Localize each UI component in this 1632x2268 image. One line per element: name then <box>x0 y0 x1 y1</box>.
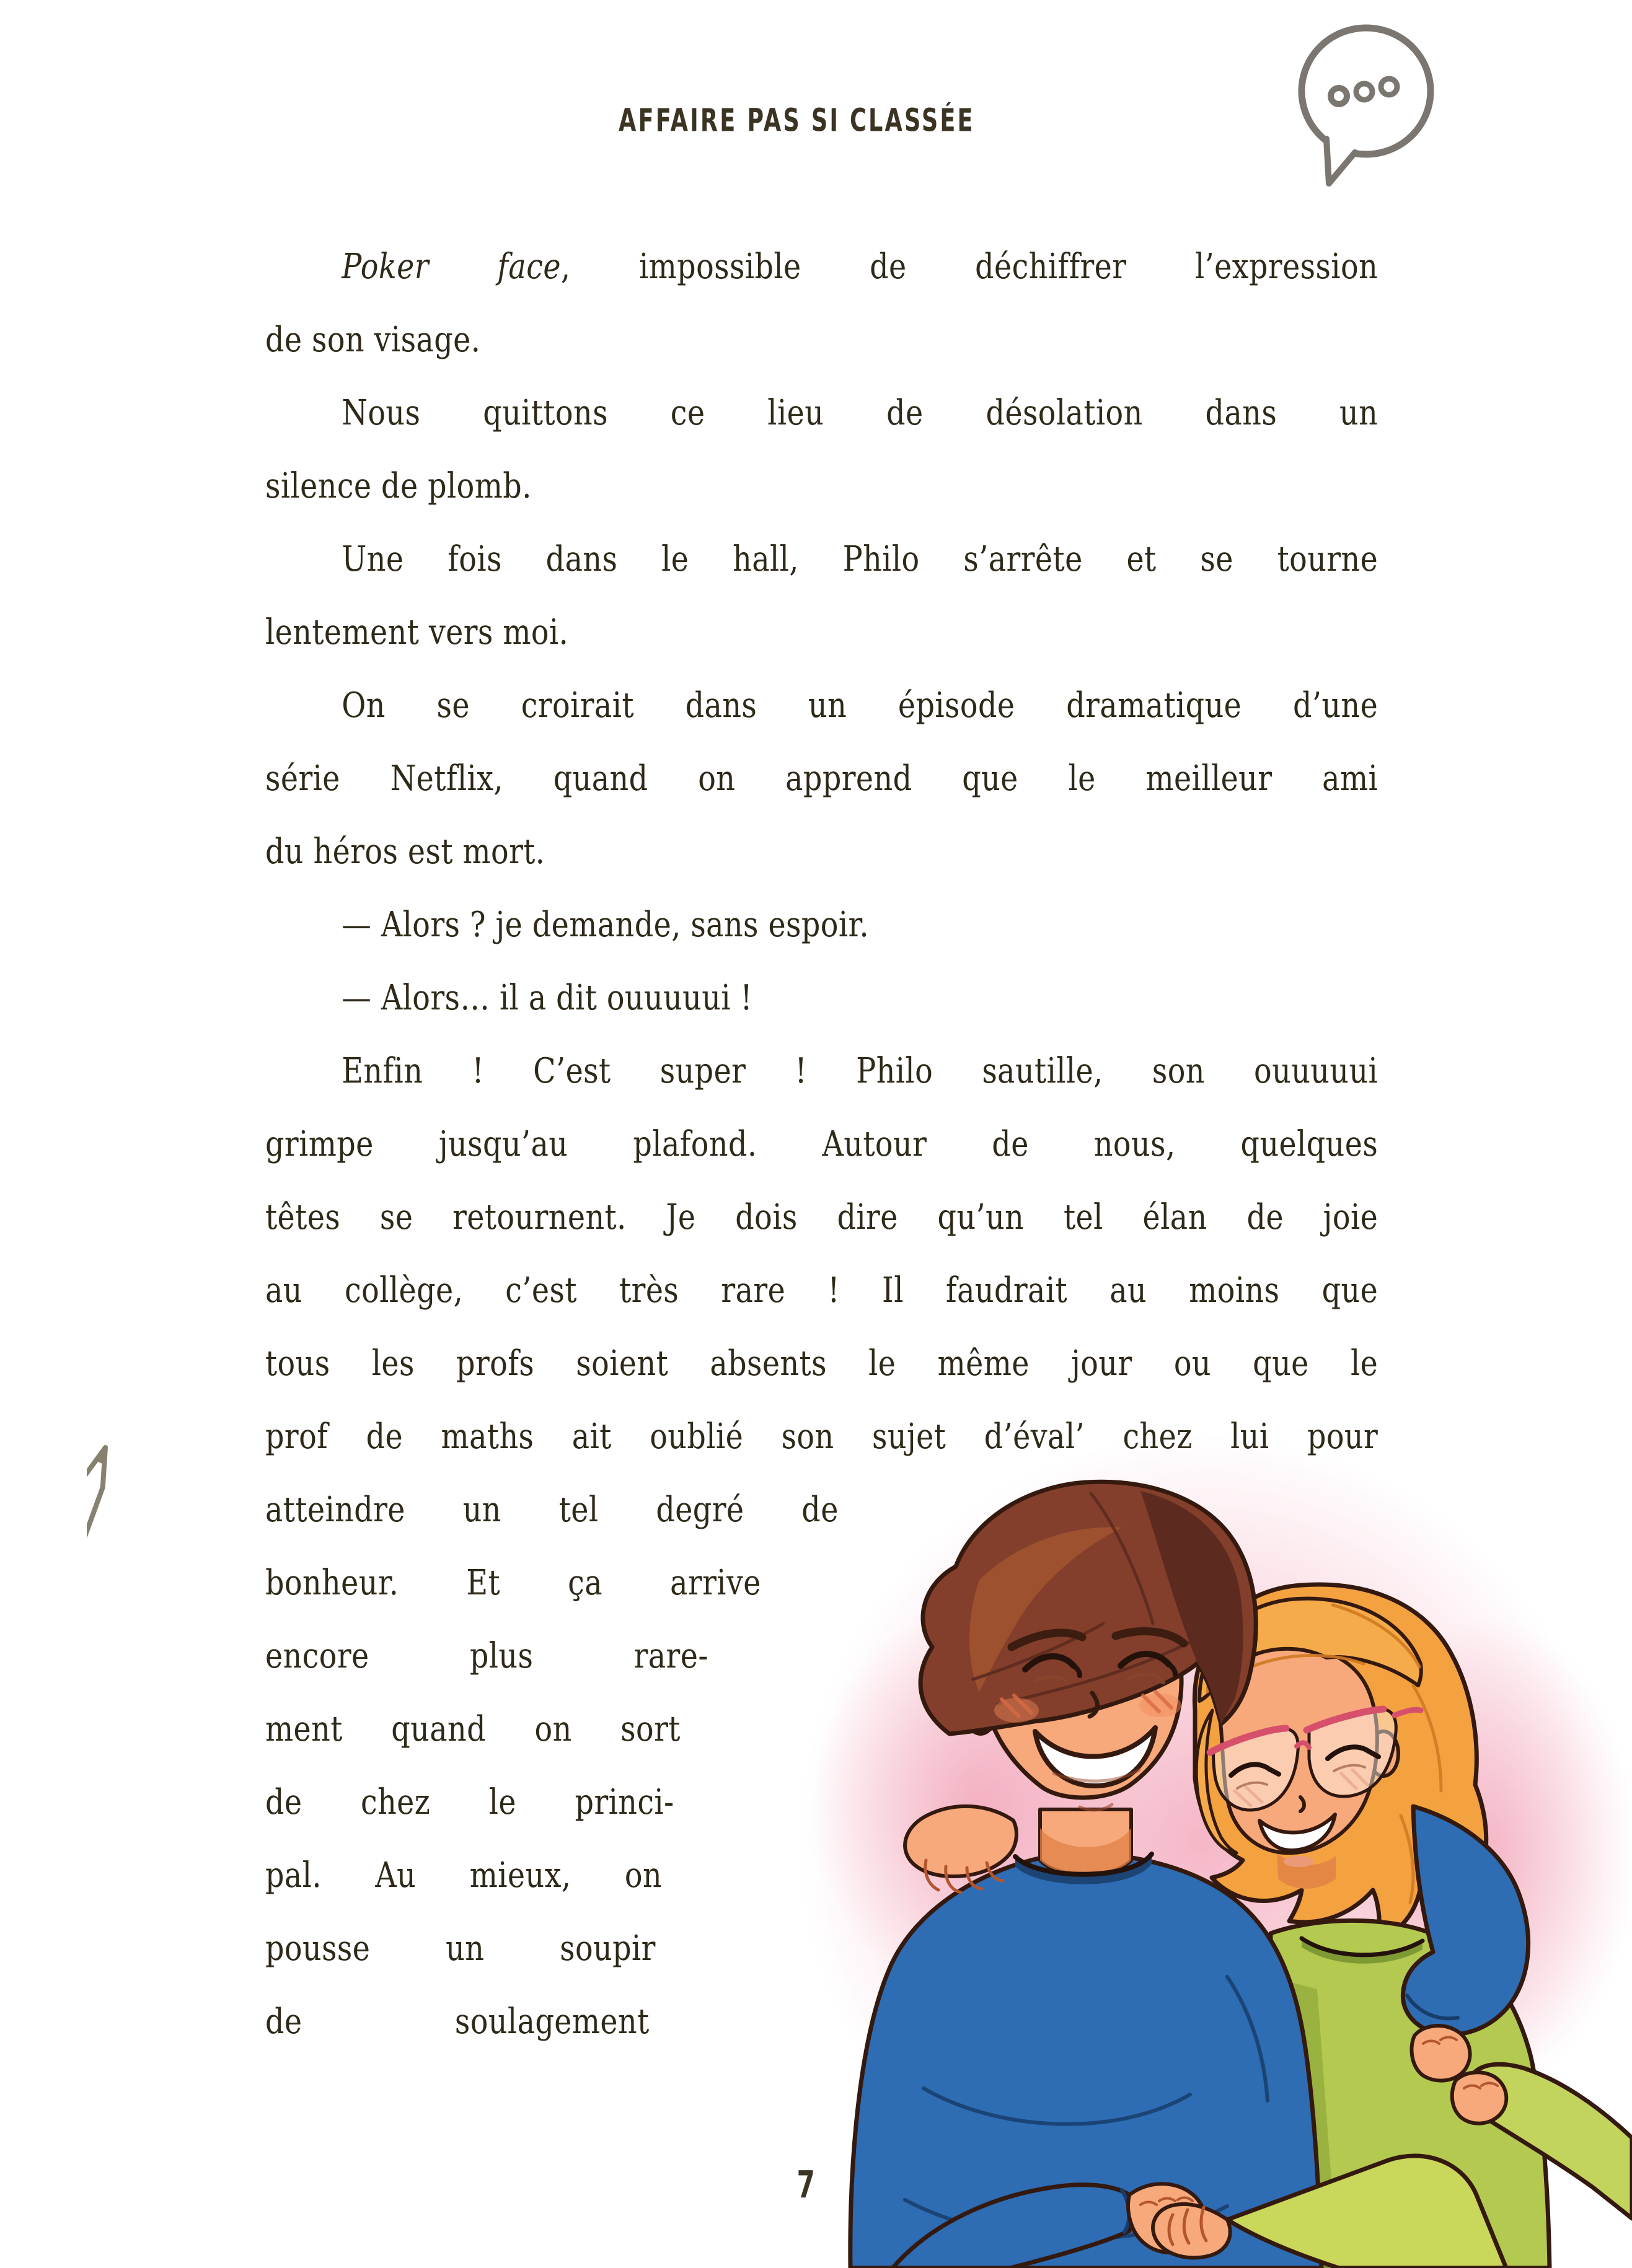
pencil-icon <box>87 1438 217 1642</box>
story-line: pal. Au mieux, on <box>265 1855 663 1896</box>
story-line: prof de maths ait oublié son sujet d’éval’ chez lui pour <box>265 1417 1378 1457</box>
hug-illustration <box>793 1419 1632 2268</box>
story-line: de soulagement <box>265 2002 650 2042</box>
story-line-dialogue: — Alors ? je demande, sans espoir. <box>342 905 870 945</box>
story-line: ment quand on sort <box>265 1709 681 1749</box>
story-line: pousse un soupir <box>265 1928 656 1969</box>
story-line: de chez le princi- <box>265 1782 674 1822</box>
story-line: atteindre un tel degré de <box>265 1490 839 1530</box>
story-line-rest: , impossible de déchiffrer l’expression <box>560 247 1378 287</box>
story-line: série Netflix, quand on apprend que le meilleur ami <box>265 758 1378 799</box>
page-number-wrap <box>769 2163 843 2205</box>
speech-bubble-icon <box>1288 17 1443 197</box>
story-line: têtes se retournent. Je dois dire qu’un tel élan de joie <box>265 1197 1378 1237</box>
story-line: au collège, c’est très rare ! Il faudrait au moins que <box>265 1270 1378 1311</box>
chapter-title: AFFAIRE PAS SI CLASSÉE <box>619 102 975 139</box>
story-line: Une fois dans le hall, Philo s’arrête et se tourne <box>342 539 1378 579</box>
page-number: 7 <box>796 2163 815 2207</box>
story-line: silence de plomb. <box>265 466 532 506</box>
story-line-dialogue: — Alors… il a dit ouuuuui ! <box>342 978 753 1018</box>
story-line: tous les profs soient absents le même jour ou que le <box>265 1343 1378 1384</box>
story-line: Nous quittons ce lieu de désolation dans un <box>342 393 1378 433</box>
story-line: Enfin ! C’est super ! Philo sautille, son ouuuuui <box>342 1051 1378 1091</box>
story-line: de son visage. <box>265 320 481 360</box>
story-line-italic: Poker face <box>342 247 561 287</box>
story-line: bonheur. Et ça arrive <box>265 1563 761 1603</box>
story-line: grimpe jusqu’au plafond. Autour de nous, quelques <box>265 1124 1378 1164</box>
story-line <box>265 231 1378 304</box>
story-line: On se croirait dans un épisode dramatique d’une <box>342 685 1378 726</box>
story-line: encore plus rare- <box>265 1636 708 1676</box>
story-line: lentement vers moi. <box>265 612 569 653</box>
story-line: du héros est mort. <box>265 832 545 872</box>
